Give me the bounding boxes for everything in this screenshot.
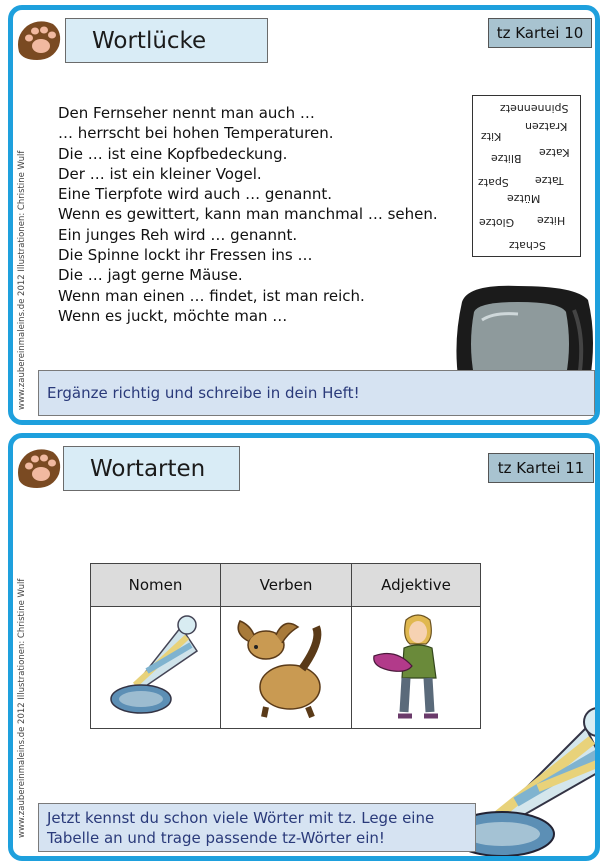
word: Mütze xyxy=(507,192,541,205)
column-header-nomen: Nomen xyxy=(91,564,221,607)
word: Kitz xyxy=(481,130,502,143)
instruction-box: Ergänze richtig und schreibe in dein Heft! xyxy=(38,370,595,416)
sentence: Die Spinne lockt ihr Fressen ins … xyxy=(58,246,313,265)
hat-illustration xyxy=(101,611,211,721)
word: Glotze xyxy=(479,216,515,229)
paw-icon xyxy=(13,442,65,494)
kartei-label: tz Kartei 11 xyxy=(488,453,594,483)
sentence: Die … ist eine Kopfbedeckung. xyxy=(58,144,288,163)
credit-text: www.zaubereinmaleins.de 2012 Illustrationen: Christine Wulf xyxy=(17,150,27,410)
word: Spatz xyxy=(478,176,509,189)
word: Katze xyxy=(539,146,570,159)
word: Kratzen xyxy=(525,120,568,133)
card-title: Wortarten xyxy=(63,446,240,491)
word: Schatz xyxy=(509,239,546,252)
verben-cell xyxy=(221,607,352,729)
task-card-wortluecke xyxy=(8,5,600,425)
credit-text: www.zaubereinmaleins.de 2012 Illustrationen: Christine Wulf xyxy=(17,578,27,838)
word: Tatze xyxy=(535,174,564,187)
word: Blitze xyxy=(491,152,522,165)
sentence: Wenn man einen … findet, ist man reich. xyxy=(58,286,365,305)
sentence: Den Fernseher nennt man auch … xyxy=(58,104,315,122)
task-card-wortarten xyxy=(8,433,600,861)
dog-scratching-illustration xyxy=(226,611,346,721)
sentence: Der … ist ein kleiner Vogel. xyxy=(58,164,262,183)
sentence: Eine Tierpfote wird auch … genannt. xyxy=(58,185,332,204)
sentence: Wenn es gewittert, kann man manchmal … sehen. xyxy=(58,205,438,224)
nomen-cell xyxy=(91,607,221,729)
word-type-table xyxy=(90,563,481,729)
instruction-line: Jetzt kennst du schon viele Wörter mit tz. Lege eine xyxy=(47,809,435,827)
instruction-box xyxy=(38,803,476,852)
sentence-list xyxy=(58,103,438,326)
card-title: Wortlücke xyxy=(65,18,268,63)
instruction-line: Tabelle an und trage passende tz-Wörter ein! xyxy=(47,829,385,847)
word: Hitze xyxy=(537,214,566,227)
sentence: … herrscht bei hohen Temperaturen. xyxy=(58,124,334,143)
column-header-verben: Verben xyxy=(221,564,352,607)
sentence: Die … jagt gerne Mäuse. xyxy=(58,266,243,285)
kartei-label: tz Kartei 10 xyxy=(488,18,592,48)
word: Spinnennetz xyxy=(500,102,569,115)
paw-icon xyxy=(13,14,65,66)
word-box xyxy=(472,95,581,257)
sentence: Wenn es juckt, möchte man … xyxy=(58,306,288,325)
column-header-adjektive: Adjektive xyxy=(352,564,481,607)
sentence: Ein junges Reh wird … genannt. xyxy=(58,225,298,244)
